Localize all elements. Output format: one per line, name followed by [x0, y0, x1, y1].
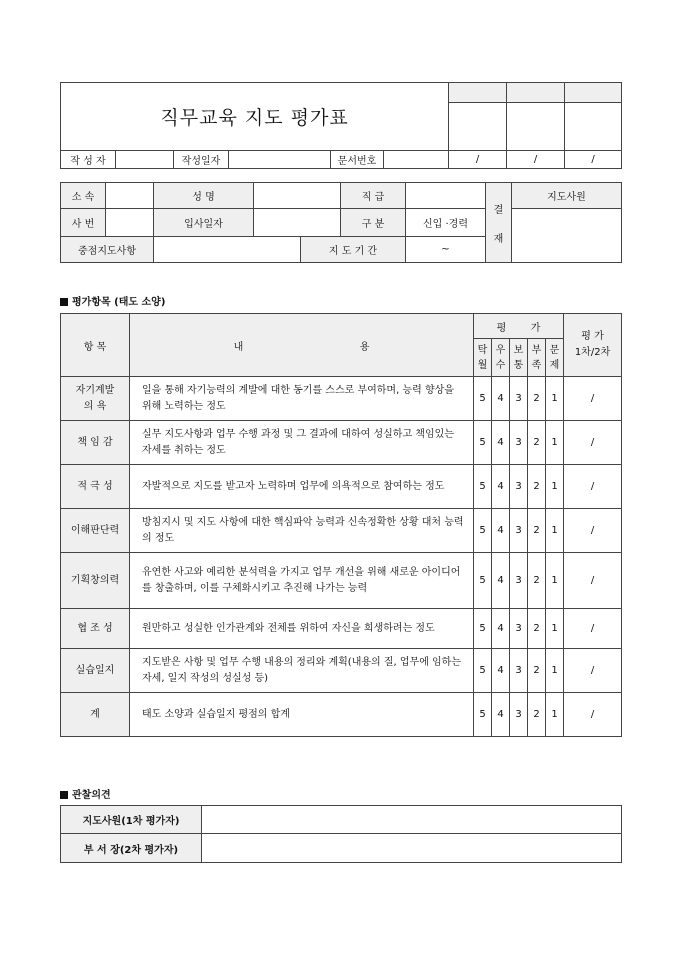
info-table	[60, 182, 622, 263]
eval-row	[61, 609, 622, 649]
score-option[interactable]: 4	[492, 509, 510, 553]
eval-item-label: 책 임 감	[61, 421, 130, 465]
final-header-1: 평 가	[581, 331, 604, 342]
eval-item-label: 협 조 성	[61, 609, 130, 649]
dept-value[interactable]	[106, 183, 154, 209]
score-option[interactable]: 2	[528, 509, 546, 553]
period-label: 지 도 기 간	[301, 237, 406, 263]
score-option[interactable]: 5	[474, 377, 492, 421]
grade-header-excellent: 탁 월	[474, 339, 492, 377]
period-value[interactable]: ~	[406, 237, 486, 263]
score-option[interactable]: 3	[510, 553, 528, 609]
square-bullet-icon	[60, 791, 68, 799]
eval-item-label: 이해판단력	[61, 509, 130, 553]
hire-label: 입사일자	[154, 209, 254, 237]
name-value[interactable]	[254, 183, 341, 209]
score-option[interactable]: 5	[474, 421, 492, 465]
grade-header-average: 보 통	[510, 339, 528, 377]
eval-item-description: 자발적으로 지도를 받고자 노력하며 업무에 의욕적으로 참여하는 정도	[130, 465, 474, 509]
approval-label-2: 재	[493, 233, 504, 245]
score-option[interactable]: 2	[528, 649, 546, 693]
score-option[interactable]: 5	[474, 609, 492, 649]
opinion-section-title	[60, 786, 111, 801]
score-option[interactable]: 4	[492, 553, 510, 609]
final-header-2: 1차/2차	[574, 347, 611, 358]
eval-row	[61, 421, 622, 465]
final-header	[564, 314, 622, 377]
grade-header-good: 우 수	[492, 339, 510, 377]
name-label: 성 명	[154, 183, 254, 209]
eval-item-description: 지도받은 사항 및 업무 수행 내용의 정리와 계획(내용의 질, 업무에 임하는 자세, 일지 작성의 성실성 등)	[130, 649, 474, 693]
writer-value[interactable]	[116, 151, 174, 169]
date-label: 작성일자	[174, 151, 229, 169]
item-header: 항 목	[61, 314, 130, 377]
mentor-label: 지도사원	[512, 183, 622, 209]
eval-section-label: 평가항목 (태도 소양)	[72, 297, 166, 308]
approval-cell	[486, 183, 512, 263]
second-evaluator-label: 부 서 장(2차 평가자)	[61, 834, 202, 863]
date-value[interactable]	[229, 151, 331, 169]
score-option[interactable]: 5	[474, 553, 492, 609]
eval-item-description: 원만하고 성실한 인가관계와 전체를 위하여 자신을 희생하려는 정도	[130, 609, 474, 649]
approval-date-1[interactable]: /	[449, 151, 507, 169]
approval-date-3[interactable]: /	[565, 151, 622, 169]
score-option[interactable]: 5	[474, 509, 492, 553]
writer-label: 작 성 자	[61, 151, 116, 169]
eval-item-description: 태도 소양과 실습일지 평점의 합계	[130, 693, 474, 737]
score-option[interactable]: 5	[474, 465, 492, 509]
grade-header-poor: 부 족	[528, 339, 546, 377]
final-score[interactable]: /	[564, 553, 622, 609]
final-score[interactable]: /	[564, 377, 622, 421]
empno-label: 사 번	[61, 209, 106, 237]
score-option[interactable]: 1	[546, 609, 564, 649]
score-option[interactable]: 5	[474, 649, 492, 693]
score-option[interactable]: 3	[510, 465, 528, 509]
approval-sign-3[interactable]	[565, 103, 622, 151]
approval-head-2	[507, 83, 565, 103]
score-option[interactable]: 4	[492, 693, 510, 737]
eval-row	[61, 649, 622, 693]
approval-sign-1[interactable]	[449, 103, 507, 151]
rank-label: 직 급	[341, 183, 406, 209]
final-score[interactable]: /	[564, 421, 622, 465]
type-label: 구 분	[341, 209, 406, 237]
eval-item-label: 적 극 성	[61, 465, 130, 509]
final-score[interactable]: /	[564, 693, 622, 737]
score-option[interactable]: 1	[546, 509, 564, 553]
score-option[interactable]: 3	[510, 693, 528, 737]
first-evaluator-opinion[interactable]	[202, 806, 622, 834]
empno-value[interactable]	[106, 209, 154, 237]
eval-item-description: 유연한 사고와 예리한 분석력을 가지고 업무 개선을 위해 새로운 아이디어를 창출하며, 이를 구체화시키고 추진해 나가는 능력	[130, 553, 474, 609]
eval-item-description: 방침지시 및 지도 사항에 대한 핵심파악 능력과 신속정확한 상황 대처 능력의 정도	[130, 509, 474, 553]
eval-item-label: 실습일지	[61, 649, 130, 693]
score-option[interactable]: 1	[546, 649, 564, 693]
score-header-1: 평	[496, 322, 507, 334]
score-option[interactable]: 2	[528, 693, 546, 737]
score-option[interactable]: 1	[546, 465, 564, 509]
score-option[interactable]: 1	[546, 421, 564, 465]
grade-header-problem: 문 제	[546, 339, 564, 377]
final-score[interactable]: /	[564, 609, 622, 649]
score-option[interactable]: 4	[492, 649, 510, 693]
score-option[interactable]: 3	[510, 509, 528, 553]
score-option[interactable]: 3	[510, 421, 528, 465]
approval-head-1	[449, 83, 507, 103]
eval-section-title	[60, 293, 165, 308]
docno-value[interactable]	[384, 151, 449, 169]
square-bullet-icon	[60, 298, 68, 306]
score-option[interactable]: 2	[528, 377, 546, 421]
eval-item-label: 기획창의력	[61, 553, 130, 609]
eval-row	[61, 465, 622, 509]
score-option[interactable]: 2	[528, 553, 546, 609]
dept-label: 소 속	[61, 183, 106, 209]
score-option[interactable]: 5	[474, 693, 492, 737]
opinion-table	[60, 805, 622, 863]
score-option[interactable]: 4	[492, 465, 510, 509]
final-score[interactable]: /	[564, 509, 622, 553]
content-header-2: 용	[359, 341, 370, 353]
mentor-sign[interactable]	[512, 209, 622, 263]
content-header-1: 내	[233, 341, 244, 353]
eval-row	[61, 693, 622, 737]
score-option[interactable]: 4	[492, 421, 510, 465]
score-option[interactable]: 3	[510, 377, 528, 421]
page-title: 직무교육 지도 평가표	[160, 107, 349, 129]
first-evaluator-label: 지도사원(1차 평가자)	[61, 806, 202, 834]
score-option[interactable]: 1	[546, 553, 564, 609]
approval-date-2[interactable]: /	[507, 151, 565, 169]
score-option[interactable]: 2	[528, 421, 546, 465]
eval-item-label: 자기계발 의 욕	[61, 377, 130, 421]
final-score[interactable]: /	[564, 465, 622, 509]
approval-head-3	[565, 83, 622, 103]
score-header-2: 가	[530, 322, 541, 334]
score-option[interactable]: 3	[510, 649, 528, 693]
opinion-section-label: 관찰의견	[72, 790, 111, 801]
score-option[interactable]: 3	[510, 609, 528, 649]
score-option[interactable]: 4	[492, 609, 510, 649]
score-option[interactable]: 1	[546, 377, 564, 421]
score-option[interactable]: 4	[492, 377, 510, 421]
final-score[interactable]: /	[564, 649, 622, 693]
focus-label: 중점지도사항	[61, 237, 154, 263]
approval-label-1: 결	[493, 204, 504, 216]
docno-label: 문서번호	[331, 151, 384, 169]
score-option[interactable]: 1	[546, 693, 564, 737]
eval-item-description: 일을 통해 자기능력의 계발에 대한 동기를 스스로 부여하며, 능력 향상을 위해 노력하는 정도	[130, 377, 474, 421]
eval-item-description: 실무 지도사항과 업무 수행 과정 및 그 결과에 대하여 성실하고 책임있는 자세를 취하는 정도	[130, 421, 474, 465]
type-value[interactable]: 신입 ·경력	[406, 209, 486, 237]
score-header	[474, 314, 564, 339]
rank-value[interactable]	[406, 183, 486, 209]
eval-table	[60, 313, 622, 737]
focus-value[interactable]	[154, 237, 301, 263]
title-table	[60, 82, 622, 169]
hire-value[interactable]	[254, 209, 341, 237]
score-option[interactable]: 2	[528, 609, 546, 649]
second-evaluator-opinion[interactable]	[202, 834, 622, 863]
content-header	[130, 314, 474, 377]
approval-sign-2[interactable]	[507, 103, 565, 151]
eval-row	[61, 377, 622, 421]
score-option[interactable]: 2	[528, 465, 546, 509]
eval-row	[61, 509, 622, 553]
eval-item-label: 계	[61, 693, 130, 737]
eval-row	[61, 553, 622, 609]
